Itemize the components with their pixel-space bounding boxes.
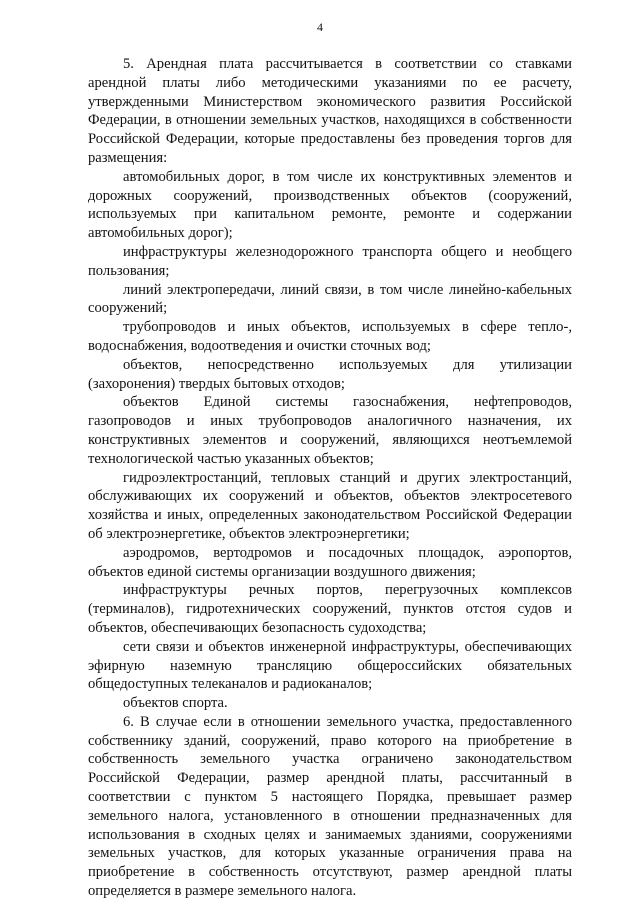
list-item-airfields: аэродромов, вертодромов и посадочных площадок, аэропортов, объектов единой системы организации воздушного движения; <box>88 544 572 580</box>
list-item-broadcast: сети связи и объектов инженерной инфраструктуры, обеспечивающих эфирную наземную трансляцию общероссийских обязательных общедоступных телеканалов и радиоканалов; <box>88 638 572 693</box>
list-item-waste: объектов, непосредственно используемых для утилизации (захоронения) твердых бытовых отходов; <box>88 356 572 392</box>
list-item-power-plants: гидроэлектростанций, тепловых станций и других электростанций, обслуживающих их сооружений и объектов, объектов электросетевого хозяйства и иных, определенных законодательством Российской Федерации об электроэнергетике, объектов электроэнергетики; <box>88 469 572 542</box>
list-item-railway: инфраструктуры железнодорожного транспорта общего и необщего пользования; <box>88 243 572 279</box>
list-item-river-ports: инфраструктуры речных портов, перегрузочных комплексов (терминалов), гидротехнических сооружений, пунктов отстоя судов и объектов, обеспечивающих безопасность судоходства; <box>88 582 572 636</box>
list-item-sport: объектов спорта. <box>123 695 228 712</box>
paragraph-6: 6. В случае если в отношении земельного участка, предоставленного собственнику зданий, сооружений, право которого на приобретение в собственность земельного участка ограничено законодательством Российской Федерации, размер арендной платы, рассчитанный в соответствии с пунктом 5 настоящего Порядка, превышает размер земельного налога, установленного в отношении предназначенных для использования в сходных целях и занимаемых зданиями, сооружениями земельных участков, для которых указанные ограничения права на приобретение в собственность отсутствуют, размер арендной платы определяется в размере земельного налога. <box>88 713 572 900</box>
paragraph-5-intro: 5. Арендная плата рассчитывается в соответствии со ставками арендной платы либо методическими указаниями по ее расчету, утвержденными Министерством экономического развития Российской Федерации, в отношении земельных участков, находящихся в собственности Российской Федерации, которые предоставлены без проведения торгов для размещения: <box>88 56 572 166</box>
page-number: 4 <box>317 20 323 34</box>
list-item-power-lines: линий электропередачи, линий связи, в том числе линейно-кабельных сооружений; <box>88 281 572 317</box>
list-item-gas-system: объектов Единой системы газоснабжения, нефтепроводов, газопроводов и иных трубопроводов аналогичного назначения, их конструктивных элементов и сооружений, являющихся неотъемлемой технологической частью указанных объектов; <box>88 394 572 467</box>
document-body <box>88 55 572 901</box>
list-item-roads: автомобильных дорог, в том числе их конструктивных элементов и дорожных сооружений, производственных объектов (сооружений, используемых при капитальном ремонте, ремонте и содержании автомобильных дорог); <box>88 168 572 242</box>
list-item-pipelines: трубопроводов и иных объектов, используемых в сфере тепло-, водоснабжения, водоотведения и очистки сточных вод; <box>88 319 572 354</box>
